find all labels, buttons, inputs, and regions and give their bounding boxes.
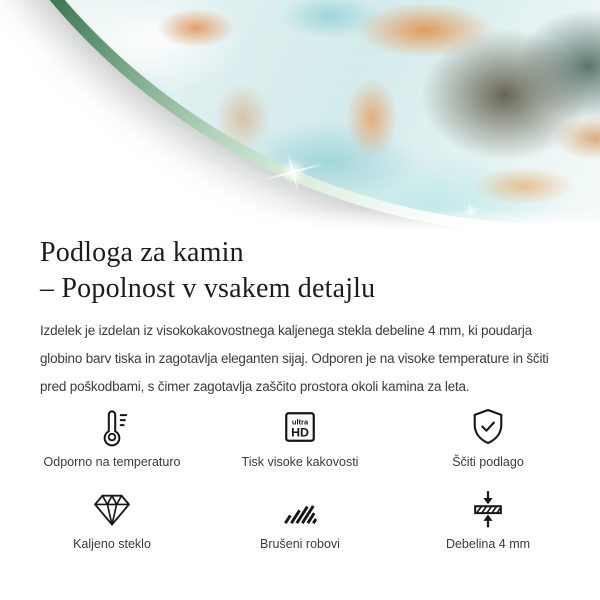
feature-protects-surface	[394, 405, 582, 469]
product-description: Izdelek je izdelan iz visokokakovostnega kaljenega stekla debeline 4 mm, ki poudarja globino barv tiska in zagotavlja eleganten sijaj. Odporen je na visoke temperature in ščiti pred poškodbami, s čimer zagotavlja zaščito prostora okoli kamina za leta.	[40, 323, 549, 394]
feature-label: Debelina 4 mm	[445, 537, 531, 551]
feature-label: Ščiti podlago	[452, 455, 524, 469]
feature-grid	[18, 405, 582, 551]
diamond-icon	[90, 487, 134, 531]
feature-tempered-glass	[18, 487, 206, 551]
title-line-1: Podloga za kamin	[40, 237, 244, 268]
feature-print-quality	[206, 405, 394, 469]
title-line-2: – Popolnost v vsakem detajlu	[40, 273, 376, 304]
svg-text:HD: HD	[291, 425, 309, 440]
feature-temperature-resistant	[18, 405, 206, 469]
feature-label: Brušeni robovi	[260, 537, 340, 551]
feature-label: Odporno na temperaturo	[43, 455, 181, 469]
svg-text:ultra: ultra	[291, 417, 309, 427]
hero-bottom-fade	[0, 209, 600, 233]
feature-thickness	[394, 487, 582, 551]
page-title	[40, 235, 560, 307]
thermometer-icon	[90, 405, 134, 449]
product-copy	[0, 235, 600, 401]
product-image	[0, 0, 600, 233]
feature-polished-edges	[206, 487, 394, 551]
feature-label: Tisk visoke kakovosti	[241, 455, 359, 469]
shield-check-icon	[466, 405, 510, 449]
brushed-edges-icon	[278, 487, 322, 531]
ultra-hd-icon	[278, 405, 322, 449]
thickness-icon	[466, 487, 510, 531]
feature-label: Kaljeno steklo	[73, 537, 151, 551]
